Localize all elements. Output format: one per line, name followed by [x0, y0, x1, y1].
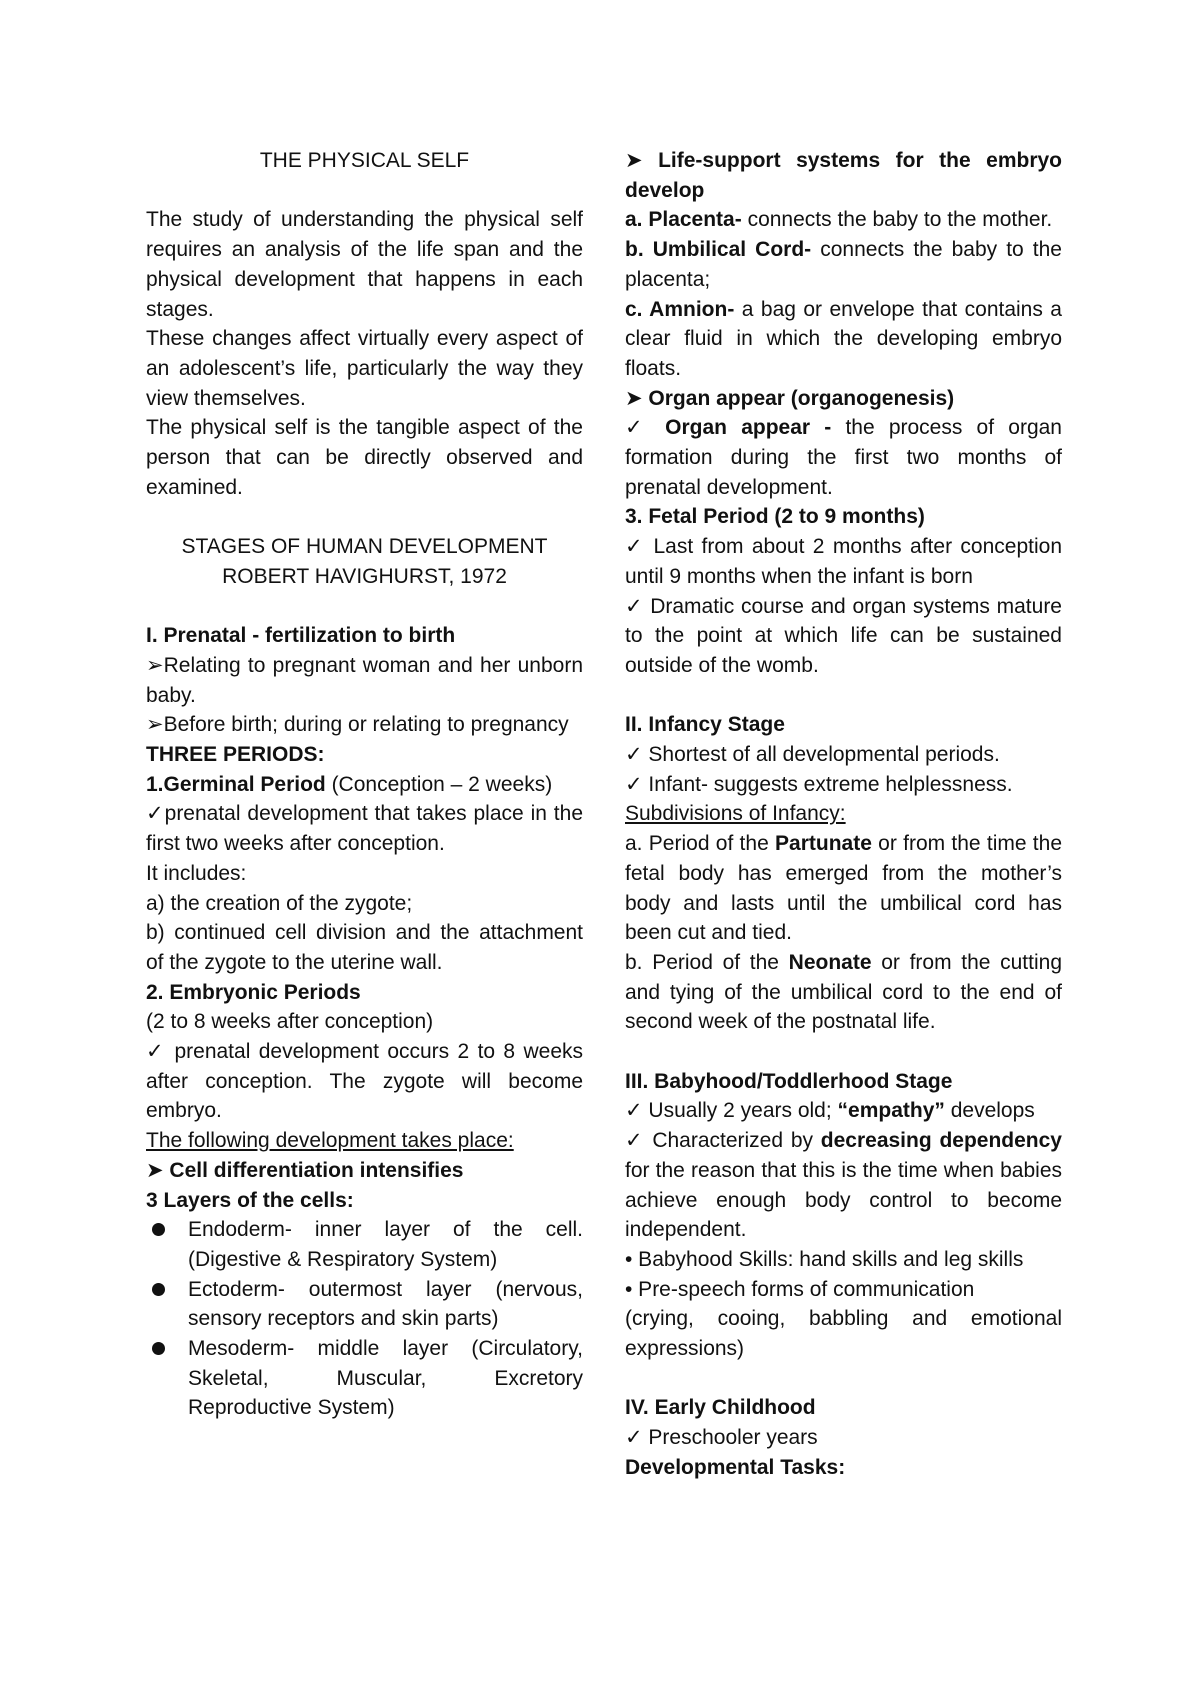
fetal-item: ✓ Last from about 2 months after conception until 9 months when the infant is born — [625, 535, 1062, 588]
organ-label: ✓ Organ appear - — [625, 416, 832, 440]
bullet-icon — [152, 1283, 165, 1296]
stages-author: ROBERT HAVIGHURST, 1972 — [222, 564, 507, 588]
layers-label: 3 Layers of the cells: — [146, 1188, 354, 1212]
umbilical-cord-label: b. Umbilical Cord- — [625, 238, 812, 262]
babyhood-text: ✓ Characterized by — [625, 1129, 821, 1153]
early-childhood-heading: IV. Early Childhood — [625, 1396, 816, 1420]
subdivision-item — [625, 829, 1062, 948]
subdivision-prefix: b. Period of the — [625, 950, 789, 974]
subdivision-text: or from the cutting and tying of the umbilical cord to the end of second week of the postnatal life. — [625, 950, 1063, 1034]
embryonic-description: ✓ prenatal development occurs 2 to 8 weeks after conception. The zygote will become embryo. — [146, 1040, 583, 1123]
babyhood-text: for the reason that this is the time when babies achieve enough body control to become independent. — [625, 1158, 1062, 1242]
germinal-period — [146, 770, 583, 800]
germinal-range: (Conception – 2 weeks) — [325, 772, 553, 796]
layer-list-item — [146, 1334, 583, 1423]
intro-paragraph-3: The physical self is the tangible aspect of the person that can be directly observed and examined. — [146, 416, 583, 499]
babyhood-term: “empathy” — [837, 1099, 945, 1123]
organ-heading: ➤ Organ appear (organogenesis) — [625, 386, 955, 410]
embryonic-heading: 2. Embryonic Periods — [146, 980, 361, 1004]
early-childhood-item: ✓ Preschooler years — [625, 1426, 818, 1450]
pre-speech-item: • Pre-speech forms of communication — [625, 1277, 975, 1301]
amnion-label: c. Amnion- — [625, 297, 735, 321]
cell-differentiation-item: ➤ Cell differentiation intensifies — [146, 1158, 464, 1182]
document-title: THE PHYSICAL SELF — [259, 149, 470, 172]
placenta-item — [625, 205, 1062, 235]
intro-paragraph-2: These changes affect virtually every aspect of an adolescent’s life, particularly the way they view themselves. — [146, 327, 583, 410]
subdivision-prefix: a. Period of the — [625, 832, 776, 856]
intro-paragraph-1: The study of understanding the physical self requires an analysis of the life span and the physical development that happens in each stages. — [146, 208, 583, 321]
amnion-description: a bag or envelope that contains a clear fluid in which the developing embryo floats. — [625, 297, 1062, 380]
subdivision-term: Neonate — [788, 950, 872, 974]
subdivision-item — [625, 948, 1062, 1037]
babyhood-item — [625, 1096, 1062, 1126]
umbilical-cord-description: connects the baby to the placenta; — [625, 238, 1062, 291]
prenatal-item: ➢Relating to pregnant woman and her unborn baby. — [146, 653, 583, 707]
includes-label: It includes: — [146, 861, 247, 885]
include-item: a) the creation of the zygote; — [146, 891, 413, 915]
babyhood-item — [625, 1126, 1062, 1245]
layer-list-item — [146, 1215, 583, 1274]
germinal-description: ✓prenatal development that takes place in the first two weeks after conception. — [146, 802, 583, 856]
organ-description: the process of organ formation during the first two months of prenatal development. — [625, 416, 1062, 499]
include-item: b) continued cell division and the attachment of the zygote to the uterine wall. — [146, 921, 583, 974]
left-column — [146, 146, 583, 1423]
layer-list-item — [146, 1275, 583, 1334]
embryonic-range: (2 to 8 weeks after conception) — [146, 1010, 434, 1034]
layer-text: Mesoderm- middle layer (Circulatory, Skeletal, Muscular, Excretory Reproductive System) — [188, 1337, 583, 1420]
following-development-label: The following development takes place: — [146, 1129, 514, 1153]
infancy-item: ✓ Infant- suggests extreme helplessness. — [625, 772, 1013, 796]
prenatal-heading: I. Prenatal - fertilization to birth — [146, 624, 456, 648]
pre-speech-detail: (crying, cooing, babbling and emotional expressions) — [625, 1307, 1062, 1361]
fetal-item: ✓ Dramatic course and organ systems mature to the point at which life can be sustained outside of the womb. — [625, 594, 1062, 677]
subdivision-text: or from the time the fetal body has emerged from the mother’s body and lasts until the umbilical cord has been cut and tied. — [625, 832, 1062, 945]
prenatal-item: ➢Before birth; during or relating to pregnancy — [146, 713, 569, 737]
placenta-label: a. Placenta- — [625, 208, 742, 232]
babyhood-heading: III. Babyhood/Toddlerhood Stage — [625, 1069, 953, 1093]
babyhood-text: develops — [944, 1099, 1035, 1123]
three-periods-heading: THREE PERIODS: — [146, 743, 325, 767]
umbilical-cord-item — [625, 235, 1062, 294]
life-support-heading: ➤ Life-support systems for the embryo develop — [625, 149, 1062, 202]
subdivisions-label: Subdivisions of Infancy: — [625, 802, 846, 826]
subdivision-term: Partunate — [775, 832, 872, 856]
germinal-label: 1.Germinal Period — [146, 772, 326, 796]
fetal-heading: 3. Fetal Period (2 to 9 months) — [625, 505, 925, 529]
placenta-description: connects the baby to the mother. — [741, 208, 1053, 232]
bullet-icon — [152, 1223, 165, 1236]
right-column — [625, 146, 1062, 1483]
layer-text: Endoderm- inner layer of the cell. (Digestive & Respiratory System) — [188, 1218, 583, 1271]
stages-title: STAGES OF HUMAN DEVELOPMENT — [181, 535, 548, 559]
amnion-item — [625, 295, 1062, 384]
bullet-icon — [152, 1342, 165, 1355]
babyhood-skills: • Babyhood Skills: hand skills and leg skills — [625, 1247, 1024, 1271]
organ-item — [625, 413, 1062, 502]
infancy-item: ✓ Shortest of all developmental periods. — [625, 743, 1000, 767]
developmental-tasks-label: Developmental Tasks: — [625, 1455, 846, 1479]
infancy-heading: II. Infancy Stage — [625, 713, 785, 737]
layer-text: Ectoderm- outermost layer (nervous, sensory receptors and skin parts) — [188, 1277, 583, 1331]
babyhood-term: decreasing dependency — [820, 1129, 1062, 1153]
babyhood-text: ✓ Usually 2 years old; — [625, 1099, 838, 1123]
